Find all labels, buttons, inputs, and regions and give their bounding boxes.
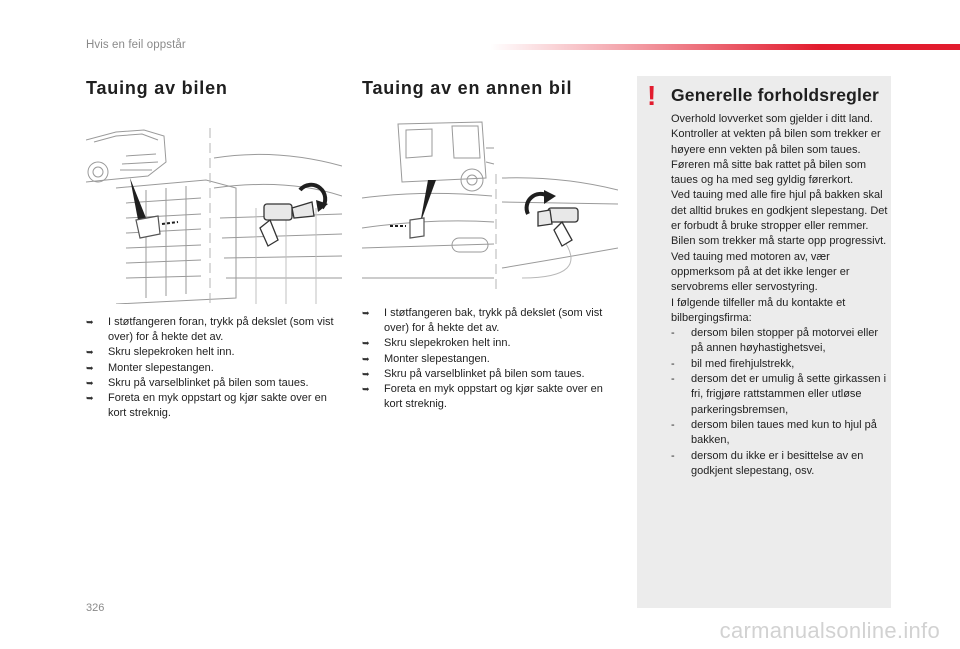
arrow-bullet-icon: ➥: [86, 362, 94, 373]
paragraph: I følgende tilfeller må du kontakte et bilbergingsfirma:: [671, 296, 846, 324]
list-item: ➥ Monter slepestangen.: [86, 361, 342, 376]
header-accent-bar: [490, 44, 960, 50]
front-towing-steps: [86, 315, 342, 421]
list-item: ➥ Foreta en myk oppstart og kjør sakte over en kort streknig.: [362, 383, 603, 411]
list-item: ➥ Monter slepestangen.: [362, 352, 618, 367]
arrow-bullet-icon: ➥: [362, 308, 370, 318]
section-title-towing-vehicle: Tauing av bilen: [86, 78, 228, 98]
rear-bumper-drawing: [362, 118, 618, 294]
paragraph: Kontroller at vekten på bilen som trekker er høyere enn vekten på bilen som taues.: [671, 128, 881, 156]
paragraph: Ved tauing med alle fire hjul på bakken skal det alltid brukes en godkjent slepestang. Det er forbudt å bruke stropper eller remmer.: [671, 189, 888, 233]
list-item: - dersom det er umulig å sette girkassen i fri, frigjøre rattstammen eller utløse parkeringsbremsen,: [671, 373, 887, 416]
list-item: ➥ Skru slepekroken helt inn.: [86, 345, 342, 360]
running-header: Hvis en feil oppstår: [86, 39, 186, 51]
list-item: ➥ Skru på varselblinket på bilen som taues.: [86, 376, 342, 391]
list-item: ➥ Foreta en myk oppstart og kjør sakte over en kort streknig.: [86, 392, 327, 420]
list-item: ➥ I støtfangeren foran, trykk på dekslet (som vist over) for å hekte det av.: [86, 316, 334, 344]
arrow-bullet-icon: ➥: [86, 393, 94, 404]
section-title-precautions: Generelle forholdsregler: [671, 85, 880, 105]
arrow-bullet-icon: ➥: [362, 338, 370, 349]
recovery-cases-list: [671, 326, 889, 479]
paragraph: Overhold lovverket som gjelder i ditt land.: [671, 113, 873, 125]
footer-watermark: carmanualsonline.info: [719, 618, 940, 643]
list-item: - dersom bilen stopper på motorvei eller på annen høyhastighetsvei,: [671, 327, 879, 355]
precautions-text: [671, 112, 889, 479]
list-item: ➥ I støtfangeren bak, trykk på dekslet (som vist over) for å hekte det av.: [362, 307, 603, 335]
arrow-bullet-icon: ➥: [86, 317, 94, 327]
paragraph: Ved tauing med motoren av, vær oppmerksom på at det ikke lenger er servobrems eller servostyring.: [671, 250, 850, 294]
rear-towing-illustration: [362, 118, 618, 294]
paragraph: Bilen som trekker må starte opp progressivt.: [671, 235, 887, 248]
section-title-towing-another: Tauing av en annen bil: [362, 78, 573, 98]
arrow-bullet-icon: ➥: [362, 384, 370, 395]
front-bumper-drawing: [86, 128, 342, 304]
arrow-bullet-icon: ➥: [86, 347, 94, 358]
paragraph: Føreren må sitte bak rattet på bilen som taues og ha med seg gyldig førerkort.: [671, 158, 867, 187]
list-item: - dersom bilen taues med kun to hjul på bakken,: [671, 418, 877, 447]
list-item: - bil med firehjulstrekk,: [671, 357, 795, 370]
arrow-bullet-icon: ➥: [362, 368, 370, 379]
warning-exclamation-icon: !: [647, 80, 657, 111]
rear-towing-steps: [362, 306, 618, 412]
page-number: 326: [86, 602, 105, 614]
front-towing-illustration: [86, 128, 342, 304]
list-item: ➥ Skru på varselblinket på bilen som taues.: [362, 367, 618, 382]
list-item: ➥ Skru slepekroken helt inn.: [362, 336, 618, 351]
arrow-bullet-icon: ➥: [362, 353, 370, 364]
arrow-bullet-icon: ➥: [86, 377, 94, 388]
list-item: - dersom du ikke er i besittelse av en godkjent slepestang, osv.: [671, 449, 864, 477]
